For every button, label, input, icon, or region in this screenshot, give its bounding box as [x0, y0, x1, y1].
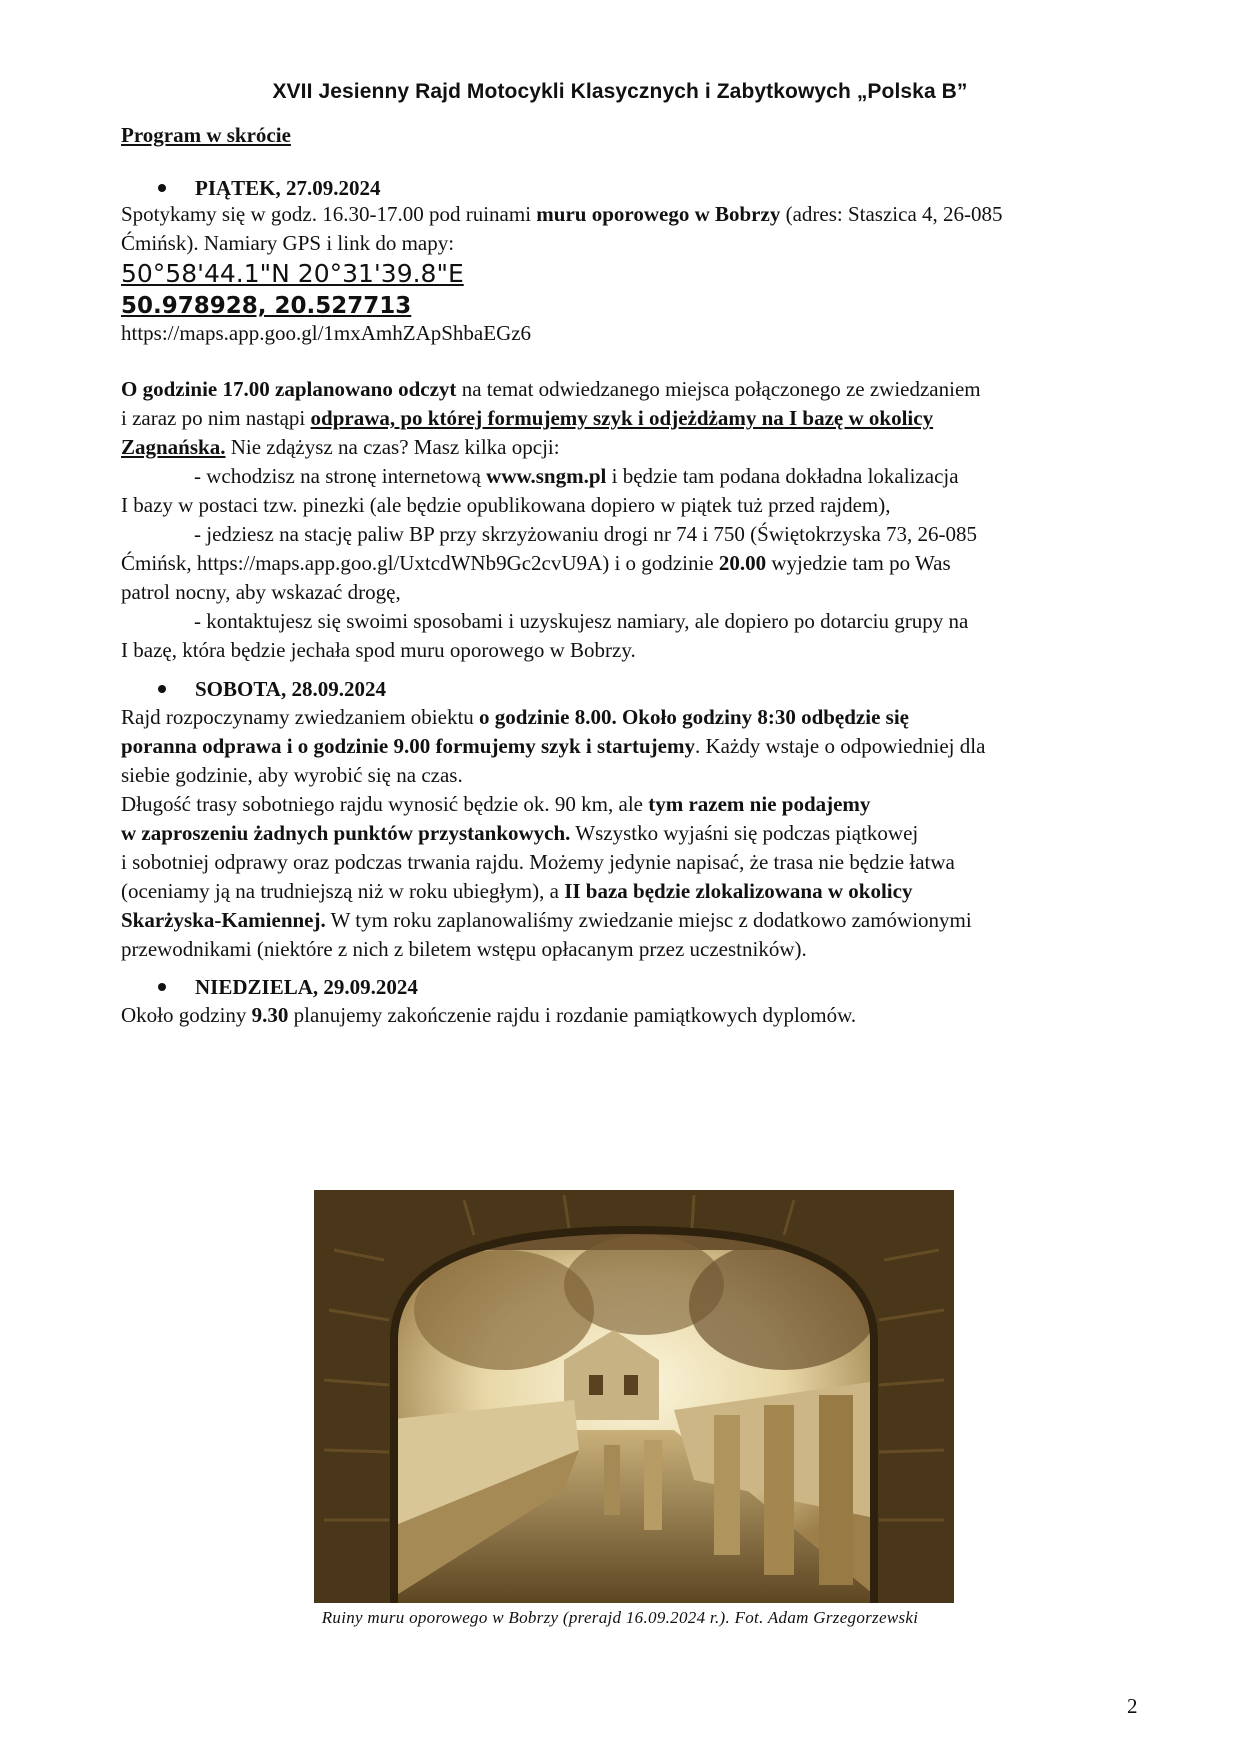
text-run: (oceniamy ją na trudniejszą niż w roku ubiegłym), a [121, 879, 565, 903]
text-run: - jedziesz na stację paliw BP przy skrzyżowaniu drogi nr 74 i 750 (Świętokrzyska 73, 26-085 [194, 522, 978, 546]
text-run-bold: poranna odprawa i o godzinie 9.00 formujemy szyk i startujemy [121, 734, 695, 758]
text-run: W tym roku zaplanowaliśmy zwiedzanie miejsc z dodatkowo zamówionymi [325, 908, 972, 932]
text-run-bold: o godzinie 8.00. Około godziny 8:30 odbędzie się [479, 705, 909, 729]
text-run: planujemy zakończenie rajdu i rozdanie pamiątkowych dyplomów. [288, 1003, 857, 1027]
saturday-heading [121, 677, 386, 702]
text-line: Ćmińsk). Namiary GPS i link do mapy: [121, 231, 455, 255]
text-run: Spotykamy się w godz. 16.30-17.00 pod ruinami [121, 202, 537, 226]
text-run-bold-underlined: odprawa, po której formujemy szyk i odjeżdżamy na I bazę w okolicy [310, 406, 934, 430]
text-run: i będzie tam podana dokładna lokalizacja [606, 464, 959, 488]
gps-block [121, 258, 1121, 322]
text-run-bold: Skarżyska-Kamiennej. [121, 908, 326, 932]
sunday-heading [121, 975, 418, 1000]
bullet-icon [158, 983, 166, 991]
text-run: (adres: Staszica 4, 26-085 [780, 202, 1003, 226]
text-line: I bazy w postaci tzw. pinezki (ale będzie opublikowana dopiero w piątek tuż przed rajdem), [121, 493, 891, 517]
text-run-bold: w zaproszeniu żadnych punktów przystankowych. [121, 821, 571, 845]
text-run-bold: II baza będzie zlokalizowana w okolicy [564, 879, 913, 903]
text-run: Nie zdążysz na czas? Masz kilka opcji: [225, 435, 560, 459]
saturday-paragraph [121, 703, 1121, 964]
map-link[interactable]: https://maps.app.goo.gl/1mxAmhZApShbaEGz6 [121, 321, 532, 345]
text-run: na temat odwiedzanego miejsca połączonego ze zwiedzaniem [456, 377, 981, 401]
text-run: Około godziny [121, 1003, 252, 1027]
text-run: - wchodzisz na stronę internetową [194, 464, 487, 488]
text-run: wyjedzie tam po Was [766, 551, 951, 575]
text-run: Rajd rozpoczynamy zwiedzaniem obiektu [121, 705, 480, 729]
text-run-bold: muru oporowego w Bobrzy [536, 202, 781, 226]
document-title: XVII Jesienny Rajd Motocykli Klasycznych i Zabytkowych „Polska B” [272, 80, 968, 103]
text-run: Ćmińsk, https://maps.app.goo.gl/UxtcdWNb9Gc2cvU9A) i o godzinie [121, 551, 719, 575]
text-run-bold: O godzinie 17.00 zaplanowano odczyt [121, 377, 457, 401]
photo-caption: Ruiny muru oporowego w Bobrzy (prerajd 16.09.2024 r.). Fot. Adam Grzegorzewski [321, 1608, 919, 1627]
text-run: Wszystko wyjaśni się podczas piątkowej [570, 821, 919, 845]
program-heading-block [121, 121, 1121, 150]
ruins-photo-illustration [314, 1190, 954, 1603]
gps-dms-link[interactable]: 50°58'44.1"N 20°31'39.8"E [121, 259, 464, 288]
friday-heading [121, 176, 381, 201]
text-run-bold: 20.00 [718, 551, 767, 575]
program-heading: Program w skrócie [121, 123, 291, 147]
text-line: patrol nocny, aby wskazać drogę, [121, 580, 401, 604]
bullet-icon [158, 685, 166, 693]
gps-decimal-link[interactable]: 50.978928, 20.527713 [121, 293, 412, 319]
text-line: przewodnikami (niektóre z nich z biletem wstępu opłacanym przez uczestników). [121, 937, 807, 961]
friday-heading-text: PIĄTEK, 27.09.2024 [195, 176, 381, 200]
text-line: i sobotniej odprawy oraz podczas trwania rajdu. Możemy jedynie napisać, że trasa nie będzie łatwa [121, 850, 955, 874]
text-run: Długość trasy sobotniego rajdu wynosić będzie ok. 90 km, ale [121, 792, 649, 816]
sunday-heading-text: NIEDZIELA, 29.09.2024 [195, 975, 418, 999]
text-run: - kontaktujesz się swoimi sposobami i uzyskujesz namiary, ale dopiero po dotarciu grupy na [194, 609, 969, 633]
text-run-bold: tym razem nie podajemy [648, 792, 871, 816]
bullet-icon [158, 184, 166, 192]
sunday-paragraph [121, 1001, 1121, 1030]
text-line: siebie godzinie, aby wyrobić się na czas. [121, 763, 463, 787]
ruins-photo [314, 1190, 954, 1603]
map-link-line [121, 319, 1121, 348]
text-run: i zaraz po nim nastąpi [121, 406, 311, 430]
friday-paragraph-2 [121, 375, 1121, 665]
page-number: 2 [1127, 1694, 1138, 1718]
text-line: I bazę, która będzie jechała spod muru oporowego w Bobrzy. [121, 638, 636, 662]
saturday-heading-text: SOBOTA, 28.09.2024 [195, 677, 386, 701]
text-run: . Każdy wstaje o odpowiedniej dla [694, 734, 986, 758]
website-link[interactable]: www.sngm.pl [486, 464, 607, 488]
text-run-bold: 9.30 [251, 1003, 289, 1027]
friday-paragraph-1 [121, 200, 1121, 258]
text-run-bold-underlined: Zagnańska. [121, 435, 226, 459]
